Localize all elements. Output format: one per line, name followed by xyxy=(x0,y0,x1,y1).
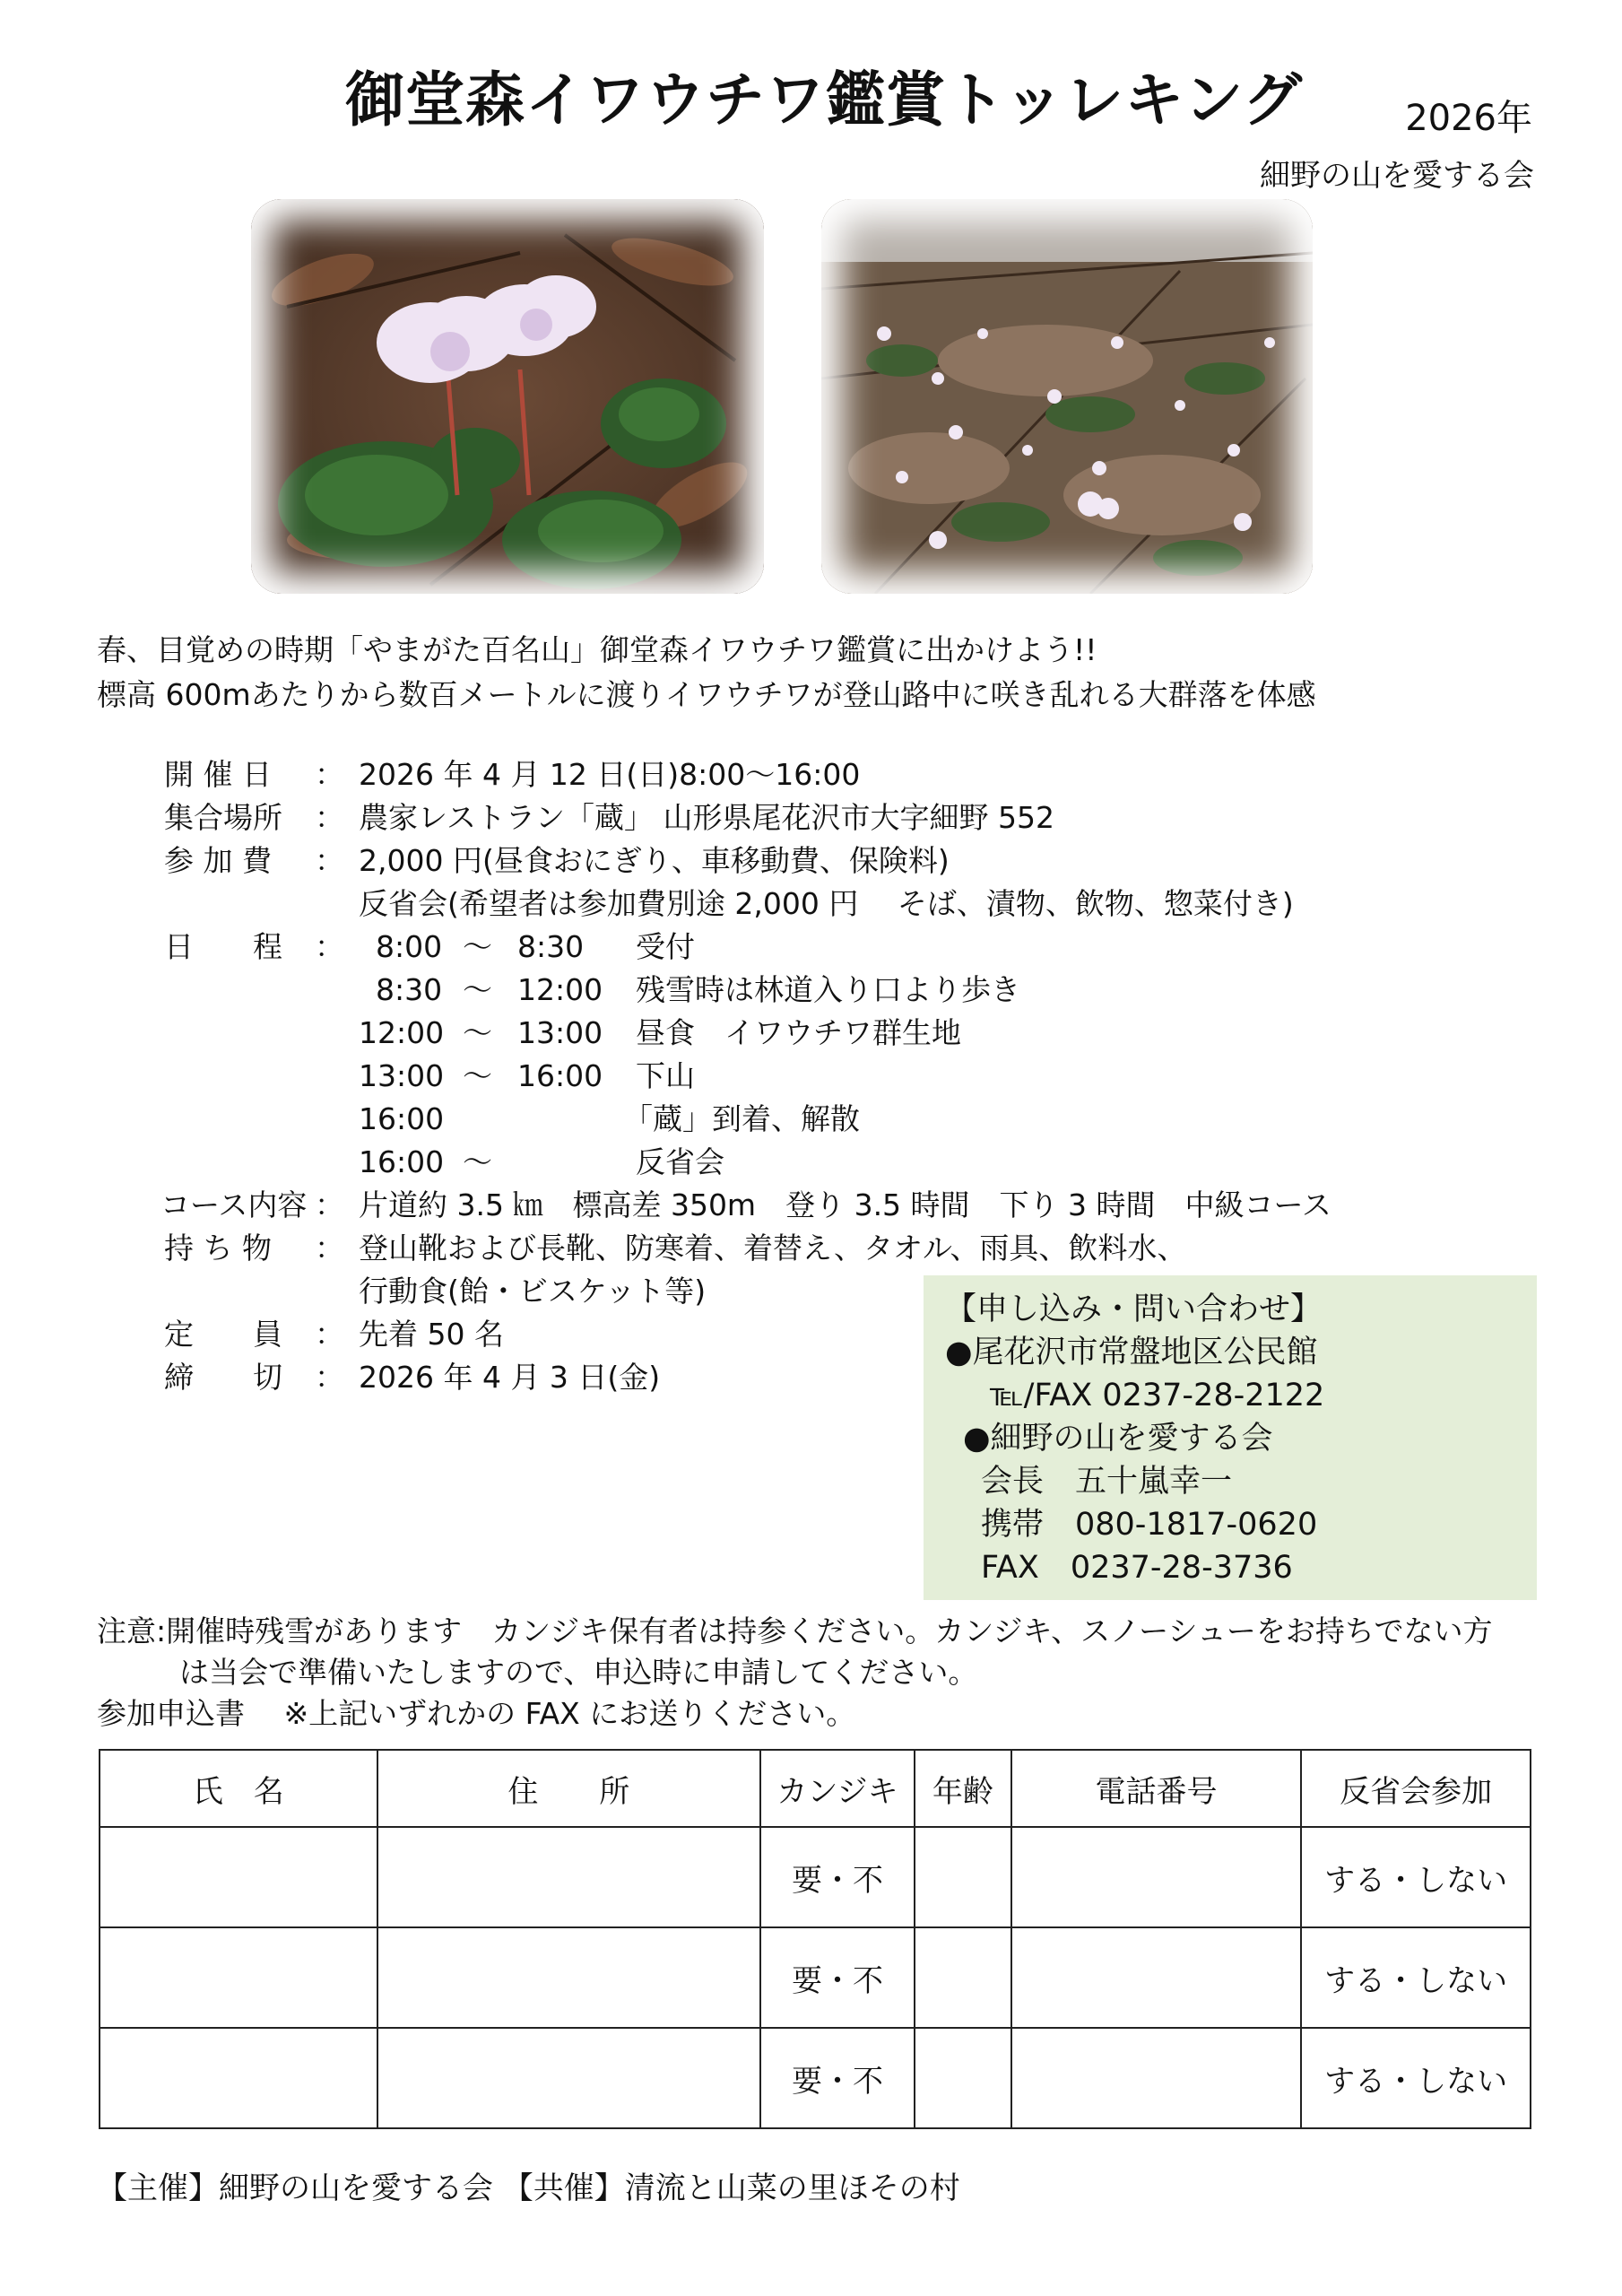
kanjiki-cell[interactable]: 要・不 xyxy=(760,2028,915,2128)
wildflower-closeup-photo xyxy=(251,199,764,594)
contact-box xyxy=(924,1275,1537,1600)
contact-mobile: 携帯 080-1817-0620 xyxy=(981,1507,1318,1543)
name-cell[interactable] xyxy=(100,2028,377,2128)
age-cell[interactable] xyxy=(915,2028,1011,2128)
reception-cell[interactable]: する・しない xyxy=(1301,2028,1531,2128)
schedule-start: 16:00 xyxy=(359,1144,445,1179)
column-header-name: 氏 名 xyxy=(100,1750,377,1827)
age-cell[interactable] xyxy=(915,1927,1011,2028)
schedule-tilde: ～ xyxy=(463,929,492,964)
wildflower-slope-photo xyxy=(821,199,1313,594)
table-row xyxy=(100,2028,1531,2128)
schedule-desc: 受付 xyxy=(636,929,695,964)
schedule-end: 12:00 xyxy=(517,972,603,1007)
column-header-address: 住 所 xyxy=(377,1750,760,1827)
contact-heading: 【申し込み・問い合わせ】 xyxy=(945,1292,1323,1327)
notes-line: 参加申込書 ※上記いずれかの FAX にお送りください。 xyxy=(97,1696,856,1731)
schedule-end: 16:00 xyxy=(517,1058,603,1093)
detail-sep: ： xyxy=(315,1231,344,1265)
kanjiki-cell[interactable]: 要・不 xyxy=(760,1927,915,2028)
notes xyxy=(97,1611,1493,1735)
event-year: 2026年 xyxy=(1405,98,1532,139)
detail-label: 定 員 xyxy=(164,1317,282,1352)
schedule-start: 8:00 xyxy=(376,929,443,964)
schedule-desc: 反省会 xyxy=(636,1144,724,1179)
column-header-kanjiki: カンジキ xyxy=(760,1750,915,1827)
detail-label: 集合場所 xyxy=(164,800,282,835)
contact-tel: ℡/FAX 0237-28-2122 xyxy=(990,1378,1325,1413)
detail-label: 開 催 日 xyxy=(164,757,272,792)
detail-label: 締 切 xyxy=(164,1360,282,1395)
organizer-name: 細野の山を愛する会 xyxy=(1260,158,1534,194)
contact-fax: FAX 0237-28-3736 xyxy=(981,1550,1293,1586)
schedule-desc: 昼食 イワウチワ群生地 xyxy=(636,1015,961,1050)
detail-sep: ： xyxy=(315,757,344,792)
detail-label: 日 程 xyxy=(164,929,282,964)
age-cell[interactable] xyxy=(915,1827,1011,1927)
address-cell[interactable] xyxy=(377,1827,760,1927)
reception-cell[interactable]: する・しない xyxy=(1301,1927,1531,2028)
name-cell[interactable] xyxy=(100,1927,377,2028)
table-row xyxy=(100,1827,1531,1927)
application-form-table xyxy=(99,1749,1531,2129)
phone-cell[interactable] xyxy=(1011,1827,1302,1927)
detail-value: 反省会(希望者は参加費別途 2,000 円 そば、漬物、飲物、惣菜付き) xyxy=(359,886,1294,921)
schedule-start: 8:30 xyxy=(376,972,443,1007)
detail-sep: ： xyxy=(315,929,344,964)
detail-value: 2026 年 4 月 12 日(日)8:00～16:00 xyxy=(359,757,861,792)
detail-label: コース内容 xyxy=(160,1187,308,1222)
table-header-row xyxy=(100,1750,1531,1827)
detail-value: 2,000 円(昼食おにぎり、車移動費、保険料) xyxy=(359,843,950,878)
notes-line: は当会で準備いたしますので、申込時に申請してください。 xyxy=(179,1655,978,1690)
detail-sep: ： xyxy=(315,1360,344,1395)
table-row xyxy=(100,1927,1531,2028)
schedule-tilde: ～ xyxy=(463,972,492,1007)
schedule-end: 13:00 xyxy=(517,1015,603,1050)
phone-cell[interactable] xyxy=(1011,2028,1302,2128)
column-header-age: 年齢 xyxy=(915,1750,1011,1827)
detail-value: 先着 50 名 xyxy=(359,1317,504,1352)
reception-cell[interactable]: する・しない xyxy=(1301,1827,1531,1927)
schedule-desc: 「蔵」到着、解散 xyxy=(623,1101,860,1136)
schedule-tilde: ～ xyxy=(463,1058,492,1093)
detail-value: 片道約 3.5 ㎞ 標高差 350m 登り 3.5 時間 下り 3 時間 中級コース xyxy=(359,1187,1331,1222)
schedule-end: 8:30 xyxy=(517,929,585,964)
detail-value: 行動食(飴・ビスケット等) xyxy=(359,1274,707,1309)
page-title: 御堂森イワウチワ鑑賞トッレキング xyxy=(345,65,1304,135)
detail-sep: ： xyxy=(315,843,344,878)
name-cell[interactable] xyxy=(100,1827,377,1927)
column-header-phone: 電話番号 xyxy=(1011,1750,1302,1827)
notes-line: 注意:開催時残雪があります カンジキ保有者は持参ください。カンジキ、スノーシューをお持ちでない方 xyxy=(97,1613,1493,1648)
schedule-start: 13:00 xyxy=(359,1058,445,1093)
detail-value: 2026 年 4 月 3 日(金) xyxy=(359,1360,661,1395)
intro-text xyxy=(97,628,1316,718)
contact-org-2: ●細野の山を愛する会 xyxy=(963,1421,1273,1457)
address-cell[interactable] xyxy=(377,2028,760,2128)
address-cell[interactable] xyxy=(377,1927,760,2028)
schedule-tilde: ～ xyxy=(463,1144,492,1179)
detail-sep: ： xyxy=(315,1317,344,1352)
contact-org-1: ●尾花沢市常盤地区公民館 xyxy=(945,1335,1318,1370)
schedule-tilde: ～ xyxy=(463,1015,492,1050)
schedule-start: 12:00 xyxy=(359,1015,445,1050)
detail-label: 参 加 費 xyxy=(164,843,272,878)
footer-sponsors: 【主催】細野の山を愛する会 【共催】清流と山菜の里ほその村 xyxy=(97,2170,960,2206)
intro-line: 標高 600mあたりから数百メートルに渡りイワウチワが登山路中に咲き乱れる大群落を体感 xyxy=(97,677,1316,712)
column-header-reception: 反省会参加 xyxy=(1301,1750,1531,1827)
schedule-start: 16:00 xyxy=(359,1101,445,1136)
schedule-desc: 下山 xyxy=(636,1058,695,1093)
detail-label: 持 ち 物 xyxy=(164,1231,272,1265)
phone-cell[interactable] xyxy=(1011,1927,1302,2028)
contact-chair: 会長 五十嵐幸一 xyxy=(981,1464,1233,1500)
detail-sep: ： xyxy=(315,1187,344,1222)
schedule-desc: 残雪時は林道入り口より歩き xyxy=(636,972,1020,1007)
kanjiki-cell[interactable]: 要・不 xyxy=(760,1827,915,1927)
detail-sep: ： xyxy=(315,800,344,835)
intro-line: 春、目覚めの時期「やまがた百名山」御堂森イワウチワ鑑賞に出かけよう!! xyxy=(97,632,1097,667)
detail-value: 登山靴および長靴、防寒着、着替え、タオル、雨具、飲料水、 xyxy=(359,1231,1187,1265)
detail-value: 農家レストラン「蔵」 山形県尾花沢市大字細野 552 xyxy=(359,800,1054,835)
